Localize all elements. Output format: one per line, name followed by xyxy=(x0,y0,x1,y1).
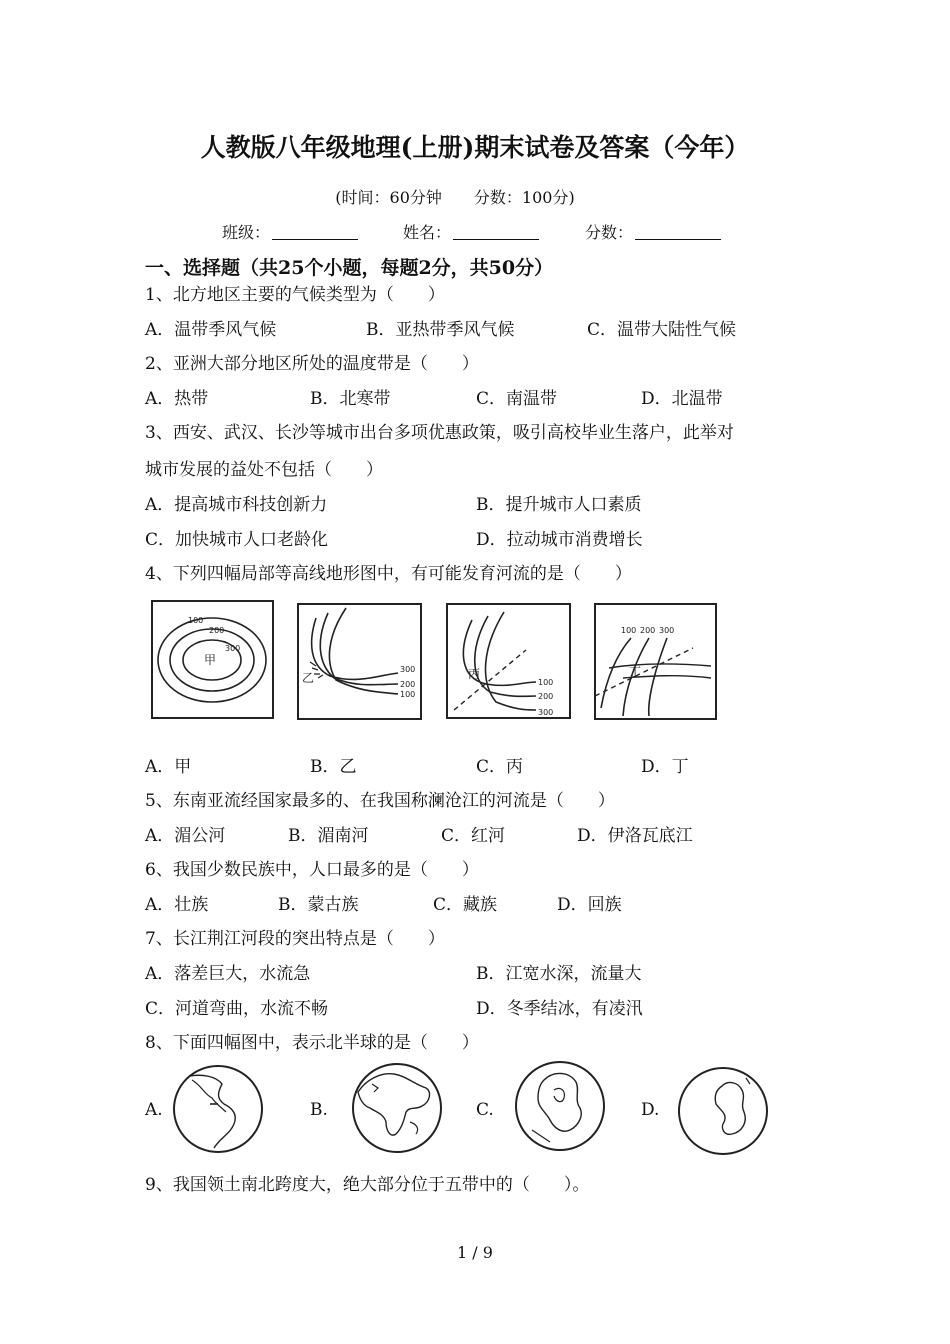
q8-option-b[interactable]: B. xyxy=(310,1100,328,1120)
q8-option-d[interactable]: D. xyxy=(641,1100,660,1120)
q1-option-b[interactable]: B．亚热带季风气候 xyxy=(366,320,515,340)
bing-label-100: 100 xyxy=(538,678,554,687)
q4-option-c[interactable]: C．丙 xyxy=(476,757,524,777)
q3-option-d[interactable]: D．拉动城市消费增长 xyxy=(476,530,643,550)
contour-map-yi xyxy=(298,604,421,719)
q8-option-a[interactable]: A. xyxy=(145,1100,163,1120)
question-8: 8、下面四幅图中，表示北半球的是（ ） xyxy=(145,1033,479,1053)
score-blank[interactable] xyxy=(635,225,721,240)
q7-option-b[interactable]: B．江宽水深，流量大 xyxy=(476,964,642,984)
globe-c xyxy=(514,1060,606,1152)
question-2: 2、亚洲大部分地区所处的温度带是（ ） xyxy=(145,354,479,374)
contour-map-bing xyxy=(447,604,570,718)
question-1: 1、北方地区主要的气候类型为（ ） xyxy=(145,285,445,305)
ding-label-100: 100 xyxy=(621,626,637,635)
q3-option-c[interactable]: C．加快城市人口老龄化 xyxy=(145,530,329,550)
contour-map-jia xyxy=(152,601,273,718)
jia-label: 甲 xyxy=(204,653,217,667)
yi-label-200: 200 xyxy=(400,680,416,689)
question-3-cont: 城市发展的益处不包括（ ） xyxy=(145,460,383,480)
question-6: 6、我国少数民族中，人口最多的是（ ） xyxy=(145,860,479,880)
q1-option-c[interactable]: C．温带大陆性气候 xyxy=(587,320,737,340)
q5-option-a[interactable]: A．湄公河 xyxy=(145,826,226,846)
exam-meta: (时间：60分钟 分数：100分) xyxy=(335,188,575,207)
globe-b xyxy=(350,1062,444,1154)
yi-label-300: 300 xyxy=(400,665,416,674)
yi-label-100: 100 xyxy=(400,690,416,699)
q7-option-d[interactable]: D．冬季结冰，有凌汛 xyxy=(476,999,643,1019)
ding-label-300: 300 xyxy=(659,626,675,635)
q4-option-a[interactable]: A．甲 xyxy=(145,757,192,777)
name-blank[interactable] xyxy=(453,225,539,240)
ding-label: 丁 xyxy=(629,665,642,679)
q5-option-c[interactable]: C．红河 xyxy=(441,826,506,846)
q2-option-c[interactable]: C．南温带 xyxy=(476,389,558,409)
q4-option-d[interactable]: D．丁 xyxy=(641,757,689,777)
jia-label-100: 100 xyxy=(188,616,204,625)
yi-label: 乙 xyxy=(302,671,315,685)
class-field: 班级： xyxy=(222,220,358,243)
score-field: 分数： xyxy=(585,220,721,243)
q5-option-d[interactable]: D．伊洛瓦底江 xyxy=(577,826,693,846)
contour-maps xyxy=(148,598,723,724)
q5-option-b[interactable]: B．湄南河 xyxy=(288,826,369,846)
q2-option-d[interactable]: D．北温带 xyxy=(641,389,723,409)
bing-label-200: 200 xyxy=(538,692,554,701)
class-blank[interactable] xyxy=(272,225,358,240)
question-5: 5、东南亚流经国家最多的、在我国称澜沧江的河流是（ ） xyxy=(145,791,615,811)
jia-label-300: 300 xyxy=(225,644,241,653)
jia-label-200: 200 xyxy=(209,626,225,635)
q6-option-a[interactable]: A．壮族 xyxy=(145,895,209,915)
question-9: 9、我国领土南北跨度大，绝大部分位于五带中的（ ）。 xyxy=(145,1175,590,1195)
q4-option-b[interactable]: B．乙 xyxy=(310,757,357,777)
section-heading: 一、选择题（共25个小题，每题2分，共50分） xyxy=(145,257,554,279)
q7-option-c[interactable]: C．河道弯曲，水流不畅 xyxy=(145,999,329,1019)
q6-option-d[interactable]: D．回族 xyxy=(557,895,622,915)
q3-option-b[interactable]: B．提升城市人口素质 xyxy=(476,495,642,515)
name-field: 姓名： xyxy=(403,220,539,243)
q8-option-c[interactable]: C. xyxy=(476,1100,494,1120)
question-7: 7、长江荆江河段的突出特点是（ ） xyxy=(145,929,445,949)
ding-label-200: 200 xyxy=(640,626,656,635)
question-4: 4、下列四幅局部等高线地形图中，有可能发育河流的是（ ） xyxy=(145,564,632,584)
page-number: 1 / 9 xyxy=(457,1243,493,1262)
bing-label-300: 300 xyxy=(538,708,554,717)
globe-d xyxy=(676,1066,770,1156)
page-title: 人教版八年级地理(上册)期末试卷及答案（今年） xyxy=(200,133,750,162)
bing-label: 丙 xyxy=(468,667,481,681)
q2-option-a[interactable]: A．热带 xyxy=(145,389,209,409)
q3-option-a[interactable]: A．提高城市科技创新力 xyxy=(145,495,328,515)
globe-a xyxy=(172,1064,264,1154)
contour-map-ding xyxy=(595,604,716,719)
q6-option-b[interactable]: B．蒙古族 xyxy=(278,895,359,915)
q7-option-a[interactable]: A．落差巨大，水流急 xyxy=(145,964,311,984)
q1-option-a[interactable]: A．温带季风气候 xyxy=(145,320,277,340)
q2-option-b[interactable]: B．北寒带 xyxy=(310,389,391,409)
question-3: 3、西安、武汉、长沙等城市出台多项优惠政策，吸引高校毕业生落户，此举对 xyxy=(145,423,734,443)
q6-option-c[interactable]: C．藏族 xyxy=(433,895,498,915)
